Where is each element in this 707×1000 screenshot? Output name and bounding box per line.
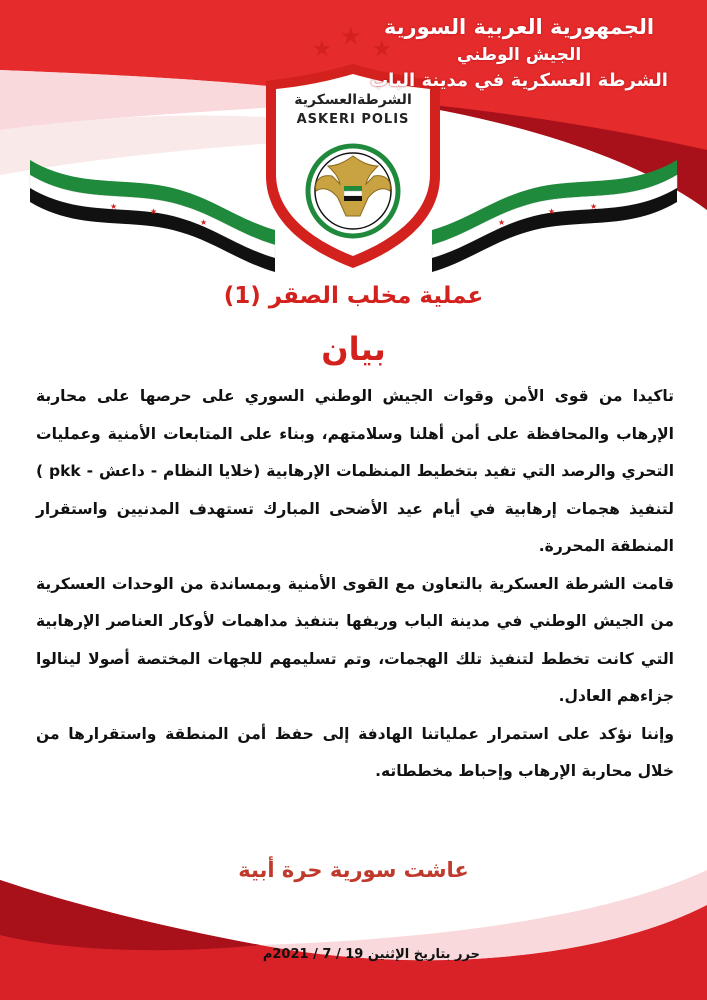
- statement-body: [36, 378, 674, 791]
- issue-date: حرر بتاريخ الإثنين 19 / 7 / 2021م: [262, 947, 480, 962]
- bottom-dark-red-band: [0, 880, 260, 950]
- emblem-star-center: ★: [340, 26, 362, 50]
- svg-text:★: ★: [548, 207, 556, 216]
- paragraph-2: قامت الشرطة العسكرية بالتعاون مع القوى الأمنية وبمساندة من الوحدات العسكرية من الجيش الوطني في مدينة الباب وريفها بتنفيذ مداهمات لأوكار العناصر الإرهابية التي كانت تخطط لتنفيذ تلك الهجمات، وتم تسليمهم للجهات المختصة أصولا لينالوا جزاءهم العادل.: [36, 574, 674, 705]
- svg-text:★: ★: [150, 207, 158, 216]
- left-flag-ribbon: [30, 160, 275, 272]
- closing-slogan: عاشت سورية حرة أبية: [238, 858, 469, 882]
- paragraph-1: تاكيدا من قوى الأمن وقوات الجيش الوطني السوري على حرصها على محاربة الإرهاب والمحافظة على أمن أهلنا وسلامتهم، وبناء على المتابعات الأمنية وعمليات التحري والرصد التي تفيد بتخطيط المنظمات الإرهابية (خلايا النظام - داعش - pkk ) لتنفيذ هجمات إرهابية في أيام عيد الأضحى المبارك تستهدف المدنيين واستقرار المنطقة المحررة.: [36, 387, 675, 555]
- emblem-star-right: ★: [372, 37, 392, 62]
- right-flag-ribbon: [432, 160, 677, 272]
- emblem-star-left: ★: [312, 37, 332, 62]
- svg-text:★: ★: [590, 202, 598, 211]
- statement-heading: بيان: [321, 330, 386, 368]
- header-unit: الشرطة العسكرية في مدينة الباب: [370, 70, 668, 91]
- header-country: الجمهورية العربية السورية: [383, 15, 655, 39]
- letterhead: [359, 12, 679, 94]
- operation-title: عملية مخلب الصقر (1): [223, 283, 484, 309]
- emblem-latin-label: ASKERI POLIS: [296, 112, 410, 127]
- svg-text:★: ★: [110, 202, 118, 211]
- svg-text:★: ★: [200, 218, 208, 227]
- paragraph-3: وإننا نؤكد على استمرار عملياتنا الهادفة إلى حفظ أمن المنطقة واستقرارها من خلال محاربة الإرهاب وإحباط مخططاته.: [36, 724, 674, 780]
- header-army: الجيش الوطني: [456, 45, 582, 65]
- emblem-arabic-label: الشرطةالعسكرية: [294, 92, 412, 108]
- svg-text:★: ★: [498, 218, 506, 227]
